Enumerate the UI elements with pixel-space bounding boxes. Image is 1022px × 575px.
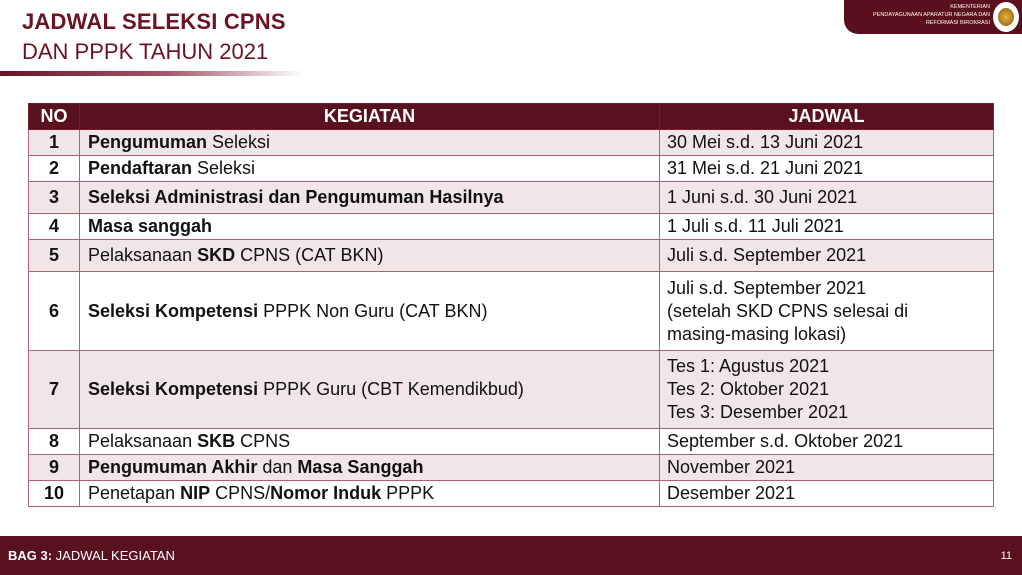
activity-text: PPPK Non Guru (CAT BKN) bbox=[258, 300, 488, 321]
schedule-cell bbox=[660, 481, 994, 507]
schedule-cell bbox=[660, 240, 994, 272]
table-body bbox=[29, 130, 994, 507]
schedule-cell bbox=[660, 130, 994, 156]
activity-text: CPNS (CAT BKN) bbox=[235, 245, 384, 265]
column-header-no: NO bbox=[29, 104, 80, 130]
row-number: 5 bbox=[29, 240, 80, 272]
activity-text: Seleksi bbox=[207, 132, 271, 152]
table-row bbox=[29, 214, 994, 240]
schedule-cell bbox=[660, 156, 994, 182]
schedule-text: 1 Juli s.d. 11 Juli 2021 bbox=[667, 216, 844, 236]
activity-text: Nomor Induk bbox=[270, 483, 382, 503]
title-underline bbox=[0, 71, 305, 76]
activity-text: Seleksi Administrasi dan Pengumuman Hasilnya bbox=[88, 187, 504, 207]
row-number: 6 bbox=[29, 272, 80, 351]
activity-cell bbox=[80, 130, 660, 156]
activity-cell bbox=[80, 182, 660, 214]
activity-text: Seleksi Kompetensi bbox=[88, 300, 259, 321]
page-subtitle: DAN PPPK TAHUN 2021 bbox=[22, 39, 269, 64]
activity-text: Pelaksanaan bbox=[88, 431, 198, 451]
schedule-text: Juli s.d. September 2021 bbox=[667, 277, 867, 298]
activity-cell bbox=[80, 481, 660, 507]
activity-text: Pengumuman Akhir bbox=[88, 457, 258, 477]
table-row bbox=[29, 240, 994, 272]
activity-cell bbox=[80, 156, 660, 182]
footer-bar bbox=[0, 536, 1022, 575]
schedule-cell bbox=[660, 429, 994, 455]
schedule-text: Tes 1: Agustus 2021 bbox=[667, 356, 830, 376]
table-header-row bbox=[29, 104, 994, 130]
activity-cell bbox=[80, 455, 660, 481]
row-number: 2 bbox=[29, 156, 80, 182]
row-number: 9 bbox=[29, 455, 80, 481]
page-number: 11 bbox=[1000, 550, 1012, 562]
activity-text: Masa Sanggah bbox=[297, 457, 424, 477]
activity-cell bbox=[80, 214, 660, 240]
schedule-text: September s.d. Oktober 2021 bbox=[667, 431, 904, 451]
ministry-logo-icon bbox=[993, 2, 1019, 32]
schedule-text: Tes 3: Desember 2021 bbox=[667, 402, 849, 422]
row-number: 7 bbox=[29, 351, 80, 429]
table-row bbox=[29, 182, 994, 214]
table-row bbox=[29, 429, 994, 455]
schedule-text: 31 Mei s.d. 21 Juni 2021 bbox=[667, 158, 864, 178]
schedule-cell bbox=[660, 351, 994, 429]
activity-text: NIP bbox=[180, 483, 211, 503]
schedule-text: Juli s.d. September 2021 bbox=[667, 245, 867, 265]
activity-text: Penetapan bbox=[88, 483, 181, 503]
activity-text: Masa sanggah bbox=[88, 216, 213, 236]
column-header-jadwal: JADWAL bbox=[660, 104, 994, 130]
activity-text: Pengumuman bbox=[88, 132, 208, 152]
schedule-text: Desember 2021 bbox=[667, 483, 796, 503]
page-title: JADWAL SELEKSI CPNS bbox=[22, 9, 286, 34]
section-label: BAG 3: JADWAL KEGIATAN bbox=[8, 548, 175, 563]
schedule-cell bbox=[660, 455, 994, 481]
schedule-cell bbox=[660, 272, 994, 351]
activity-text: CPNS bbox=[235, 431, 291, 451]
activity-text: CPNS/ bbox=[210, 483, 271, 503]
schedule-text: November 2021 bbox=[667, 457, 796, 477]
schedule-cell bbox=[660, 214, 994, 240]
schedule-text: 30 Mei s.d. 13 Juni 2021 bbox=[667, 132, 864, 152]
activity-text: PPPK Guru (CBT Kemendikbud) bbox=[258, 379, 524, 399]
activity-cell bbox=[80, 351, 660, 429]
row-number: 4 bbox=[29, 214, 80, 240]
table-row bbox=[29, 455, 994, 481]
column-header-kegiatan: KEGIATAN bbox=[80, 104, 660, 130]
row-number: 10 bbox=[29, 481, 80, 507]
schedule-text: 1 Juni s.d. 30 Juni 2021 bbox=[667, 187, 858, 207]
schedule-text: Tes 2: Oktober 2021 bbox=[667, 379, 830, 399]
table-row bbox=[29, 351, 994, 429]
table-row bbox=[29, 481, 994, 507]
schedule-cell bbox=[660, 182, 994, 214]
activity-text: SKD bbox=[197, 245, 236, 265]
activity-text: Seleksi bbox=[192, 158, 256, 178]
activity-cell bbox=[80, 429, 660, 455]
table-row bbox=[29, 272, 994, 351]
activity-text: PPPK bbox=[381, 483, 435, 503]
activity-cell bbox=[80, 240, 660, 272]
activity-text: dan bbox=[257, 457, 298, 477]
row-number: 1 bbox=[29, 130, 80, 156]
table-row bbox=[29, 156, 994, 182]
activity-text: Pendaftaran bbox=[88, 158, 193, 178]
activity-text: Seleksi Kompetensi bbox=[88, 379, 259, 399]
activity-text: Pelaksanaan bbox=[88, 245, 198, 265]
schedule-text: (setelah SKD CPNS selesai di bbox=[667, 300, 909, 321]
activity-text: SKB bbox=[197, 431, 236, 451]
schedule-text: masing-masing lokasi) bbox=[667, 323, 847, 344]
activity-cell bbox=[80, 272, 660, 351]
row-number: 8 bbox=[29, 429, 80, 455]
ministry-badge bbox=[844, 0, 1022, 34]
ministry-name: KEMENTERIAN PENDAYAGUNAAN APARATUR NEGARA DAN REFORMASI BIROKRASI bbox=[873, 4, 990, 26]
row-number: 3 bbox=[29, 182, 80, 214]
table-row bbox=[29, 130, 994, 156]
schedule-table bbox=[28, 103, 994, 507]
